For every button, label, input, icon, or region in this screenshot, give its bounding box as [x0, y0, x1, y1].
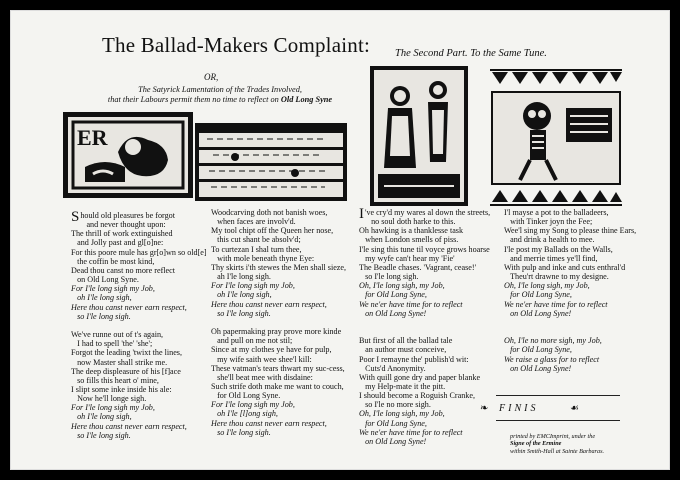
verse-line: so I'le no more sigh. [359, 400, 431, 410]
woodcut-ribbon [195, 123, 347, 201]
verse-column-2 [211, 208, 346, 437]
verse-line: For I'le long sigh my Job, [71, 403, 155, 413]
verse-line: I slipt some inke inside his ale: [71, 384, 172, 394]
woodcut-er-monogram [63, 112, 193, 198]
verse-line: oh I'le long sigh, [71, 412, 132, 422]
verse-line: With pulp and inke and cuts enthral'd [504, 262, 626, 272]
verse-line: on Old Long Syne! [359, 308, 427, 318]
broadside-sheet [10, 10, 670, 470]
finis-rule-bottom [496, 420, 620, 421]
verse-line: For this poore mule has gr[o]wn so old[e] [71, 247, 207, 257]
verse-line: With quill gone dry and paper blanke [359, 372, 481, 382]
verse-line: These vatman's tears thwart my suc-cess, [211, 363, 345, 373]
woodcut-figures-svg [370, 66, 468, 206]
subtitle-line-2 [80, 95, 360, 105]
verse-line: my wife saith wee shee'l kill: [211, 354, 312, 364]
imprint-line-3: within Smith-Hall at Sainte Barbaras. [510, 447, 605, 455]
verse-line: so I'le long sigh. [71, 311, 131, 321]
verse-line: Woodcarving doth not banish woes, [211, 208, 328, 217]
verse-line: The Beadle chases. 'Vagrant, cease!' [359, 262, 477, 272]
verse-line: no soul doth harke to this. [365, 217, 456, 227]
verse-line: The deep displeasure of his [f]ace [71, 366, 181, 376]
verse-line: when faces are involv'd. [211, 217, 296, 227]
verse-line: We ne'er have time for to reflect [359, 299, 463, 309]
verse-column-4 [504, 208, 636, 373]
verse-line [504, 318, 636, 327]
verse-line: my Help-mate it the pitt. [359, 381, 446, 391]
verse-line: now Master shall strike me. [71, 357, 168, 367]
verse-line: Now he'll longe sigh. [71, 394, 147, 404]
verse-line: I had to spell 'the' 'she'; [71, 339, 153, 349]
verse-line: and drink a health to mee. [504, 235, 595, 245]
subtitle-tune: Old Long Syne [280, 95, 333, 104]
verse-line: for Old Long Syne, [504, 345, 572, 355]
verse-column-1 [71, 211, 207, 440]
verse-line: oh I'le long sigh, [71, 293, 132, 303]
subtitle-line-1: The Satyrick Lamentation of the Trades Involved, [138, 85, 302, 94]
verse-line: But first of all the ballad tale [359, 336, 453, 346]
verse-line [211, 318, 346, 327]
verse-line: Here thou canst never earn respect, [211, 299, 327, 309]
verse-line: ah I'le long sigh. [211, 272, 271, 282]
ballad-title: The Ballad-Makers Complaint: [102, 33, 371, 57]
verse-line: Oh, I'le long sigh, my Job, [359, 281, 445, 291]
verse-line [359, 318, 490, 327]
verse-line: Here thou canst never earn respect, [71, 421, 187, 431]
woodcut-two-figures [370, 66, 468, 206]
verse-line: Oh hawking is a thanklesse task [359, 226, 464, 236]
verse-line: I'le sing this tune til voyce grows hoarse [359, 244, 490, 254]
verse-line: To curtezan I shal turn thee, [211, 244, 302, 254]
verse-line: The thrill of work extinguished [71, 229, 173, 239]
verse-line: Here thou canst never earn respect, [71, 302, 187, 312]
finis-label: FINIS [499, 403, 539, 414]
verse-line: Oh, I'le long sigh, my Job, [359, 409, 445, 419]
finis-rule-top [496, 395, 620, 396]
verse-line: with Tinker joyn the Fee; [504, 217, 593, 227]
subtitle-line-2-text: that their Labours permit them no time to reflect on [107, 95, 281, 104]
imprint-signe: Signe of the Ermine [510, 440, 562, 448]
verse-line: oh I'le [l]ong sigh, [211, 409, 278, 419]
verse-line: Here thou canst never earn respect, [211, 418, 327, 428]
verse-line: my wyfe can't hear my 'Fie' [359, 253, 455, 263]
verse-line: the coffin be most kind, [71, 256, 155, 266]
left-ornament-icon: ❧ [480, 403, 489, 414]
verse-line: this cut shant be absolv'd; [211, 235, 301, 245]
verse-line [71, 321, 207, 330]
verse-line: on Old Long Syne! [359, 436, 427, 446]
verse-line: Oh, I'le no more sigh, my Job, [504, 336, 602, 346]
woodcut-ribbon-svg [195, 123, 347, 201]
verse-line: We've runne out of t's again, [71, 330, 164, 340]
drop-capital: S [71, 209, 80, 225]
verse-line: and Jolly past and gl[o]ne: [71, 238, 164, 248]
subtitle [80, 85, 360, 105]
verse-line: on Old Long Syne! [504, 308, 572, 318]
verse-line: Poor I remayne the' publish'd wit: [359, 354, 469, 364]
verse-line: Such strife doth make me want to couch, [211, 381, 344, 391]
verse-line: I'le post my Ballads on the Walls, [504, 244, 613, 254]
verse-line: Oh papermaking pray prove more kinde [211, 327, 342, 337]
verse-line: she'll beat mee with disdaine: [211, 372, 313, 382]
verse-line: My tool chipt off the Queen her nose, [211, 226, 334, 236]
verse-line-rest: 've cry'd my wares al down the streets, [365, 208, 491, 217]
verse-line: Since at my clothes ye have for pulp, [211, 345, 332, 355]
second-part-heading: The Second Part. To the Same Tune. [395, 48, 547, 59]
drop-capital: I [359, 206, 364, 222]
verse-line: For I'le long sigh my Job, [211, 400, 295, 410]
woodcut-skeleton-svg [482, 64, 630, 214]
verse-line: for Old Long Syne, [359, 418, 427, 428]
verse-line: Dead thou canst no more reflect [71, 265, 176, 275]
verse-line: Theu'rt drawne to my designe. [504, 272, 609, 282]
verse-line: so fills this heart o' mine, [71, 375, 159, 385]
verse-line: when London smells of piss. [359, 235, 459, 245]
verse-line: Cuts'd Anonymity. [359, 363, 426, 373]
imprint-line-2 [510, 440, 660, 447]
verse-line: I'l mayse a pot to the balladeers, [504, 208, 609, 217]
verse-line: an author must conceive, [359, 345, 447, 355]
verse-line: with mole beneath thyne Eye: [211, 253, 315, 263]
verse-line: I should become a Roguish Cranke, [359, 391, 475, 401]
verse-line: so I'le long sigh. [211, 308, 271, 318]
verse-line: on Old Long Syne! [504, 363, 572, 373]
verse-line: so I'le long sigh. [211, 427, 271, 437]
verse-line: oh I'le long sigh, [211, 290, 272, 300]
verse-line: We raise a glass for to reflect [504, 354, 600, 364]
verse-line: so I'le long sigh. [359, 272, 419, 282]
verse-line: and pull on me not stil; [211, 336, 293, 346]
verse-line: for Old Long Syne, [359, 290, 427, 300]
or-line: OR, [204, 72, 219, 82]
verse-line: so I'le long sigh. [71, 430, 131, 440]
verse-line-rest: hould old pleasures be forgot [80, 211, 175, 220]
verse-line: on Old Long Syne. [71, 275, 139, 285]
verse-line [359, 327, 490, 336]
verse-line: We ne'er have time for to reflect [504, 299, 608, 309]
verse-column-3 [359, 208, 490, 446]
verse-line: Oh, I'le long sigh, my Job, [504, 281, 590, 291]
verse-line: for Old Long Syne, [504, 290, 572, 300]
imprint-line-1: printed by EMCImprint, under the [510, 433, 596, 440]
verse-line: We ne'er have time for to reflect [359, 427, 463, 437]
verse-line: Thy skirts i'th stewes the Men shall sieze, [211, 262, 347, 272]
verse-line: Forgot the leading 'twixt the lines, [71, 348, 182, 358]
verse-line [504, 327, 636, 336]
woodcut-skeleton-pennants [482, 64, 630, 214]
verse-line: and merrie times ye'll find, [504, 253, 598, 263]
right-ornament-icon: ☙ [570, 403, 579, 414]
verse-line: for Old Long Syne. [211, 391, 281, 401]
verse-line: and never thought upon: [80, 220, 166, 230]
verse-line: Wee'l sing my Song to please thine Ears, [504, 226, 637, 236]
verse-line: For I'le long sigh my Job, [211, 281, 295, 291]
printer-imprint [510, 433, 660, 455]
woodcut-er-letters: ER [77, 125, 108, 150]
verse-line: For I'le long sigh my Job, [71, 284, 155, 294]
